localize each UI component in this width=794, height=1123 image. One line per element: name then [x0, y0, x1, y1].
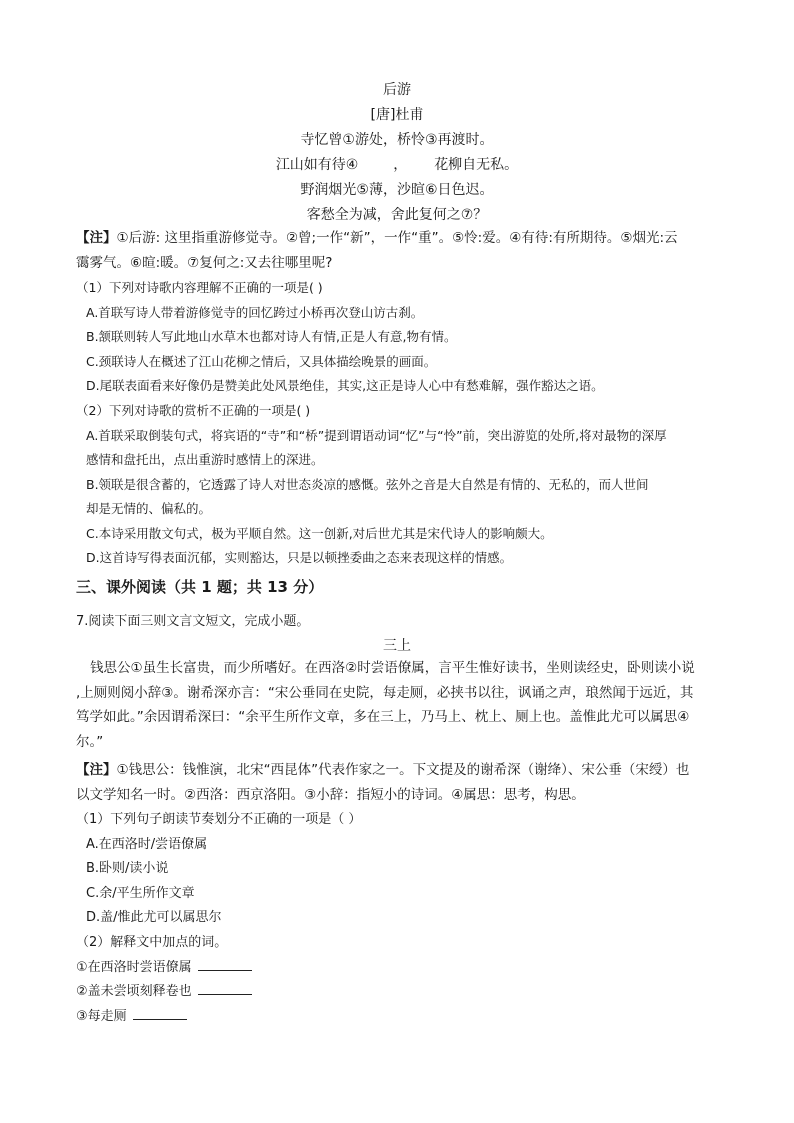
sub-2-item-3 — [76, 1005, 722, 1030]
section-3-heading: 三、课外阅读（共 1 题；共 13 分） — [76, 578, 324, 596]
poem-title: 后游 — [383, 82, 411, 98]
poem-note-label: 【注】 — [76, 230, 117, 246]
question-7-intro: 7.阅读下面三则文言文短文，完成小题。 — [76, 614, 310, 629]
passage-title: 三上 — [383, 638, 411, 654]
poem-line-3: 野润烟光⑤薄，沙暄⑥日色迟。 — [300, 182, 494, 198]
question-2-option-b-line-1[interactable]: B.领联是很含蓄的，它透露了诗人对世态炎凉的感慨。弦外之音是大自然是有情的、无私的，而人世间 — [86, 476, 649, 492]
question-2-option-d[interactable]: D.这首诗写得表面沉郁，实则豁达，只是以顿挫委曲之态来表现这样的情感。 — [86, 550, 513, 565]
poem-line-2a: 江山如有待④ — [275, 157, 359, 173]
passage-note — [76, 758, 722, 807]
poem-line-2c: 花柳自无私。 — [434, 157, 519, 173]
question-1-option-a[interactable]: A.首联写诗人带着游修觉寺的回忆跨过小桥再次登山访古刹。 — [86, 304, 424, 320]
sub-1-option-d[interactable]: D.盖/惟此尤可以属思尔 — [86, 910, 222, 925]
sub-2-item-1 — [76, 956, 722, 981]
poem-note — [76, 226, 722, 275]
question-7-sub-1 — [76, 808, 722, 931]
passage-note-row-1 — [76, 758, 722, 783]
poem-line-4: 客愁全为减，舍此复何之⑦？ — [306, 207, 488, 223]
poem-note-row-2: 霭雾气。⑥暄:暖。⑦复何之:又去往哪里呢? — [76, 254, 333, 271]
sub-2-item-2 — [76, 980, 722, 1005]
question-2 — [76, 399, 722, 571]
sub-2-stem: （2）解释文中加点的词。 — [76, 935, 228, 950]
sub-1-option-c[interactable]: C.余/平生所作文章 — [86, 885, 195, 901]
sub-2-item-2-text: ②盖未尝顷刻释卷也 — [76, 984, 192, 999]
question-1-option-b[interactable]: B.颔联则转人写此地山水草木也都对诗人有情,正是人有意,物有情。 — [86, 329, 457, 344]
passage-line-2: ,上厕则阅小辞③。谢希深亦言：“宋公垂同在史院，每走厕，必挟书以往，讽诵之声，琅然闻于远近，其 — [76, 684, 694, 701]
answer-blank-1[interactable] — [198, 957, 252, 971]
poem-line-2 — [0, 154, 794, 174]
question-1-stem: （1）下列对诗歌内容理解不正确的一项是( ) — [76, 280, 323, 295]
sub-1-stem: （1）下列句子朗读节奏划分不正确的一项是（ ） — [76, 812, 362, 827]
passage-note-text-1: ①钱思公：钱惟演，北宋“西昆体”代表作家之一。下文提及的谢希深（谢绛）、宋公垂（宋绶）也 — [116, 762, 690, 778]
poem-line-2b: ， — [393, 157, 408, 173]
passage-line-4: 尔。” — [76, 733, 104, 750]
passage-line-1: 钱思公①虽生长富贵，而少所嗜好。在西洛②时尝语僚属，言平生惟好读书，坐则读经史，卧则读小说 — [90, 660, 695, 676]
passage — [76, 656, 722, 754]
question-2-option-b-line-2[interactable]: 却是无情的、偏私的。 — [86, 501, 212, 516]
question-2-option-a-line-2[interactable]: 感情和盘托出，点出重游时感情上的深进。 — [86, 452, 324, 467]
answer-blank-3[interactable] — [133, 1006, 187, 1020]
question-7-sub-2 — [76, 931, 722, 1029]
poem-note-text-1: ①后游: 这里指重游修觉寺。②曾;一作“新”，一作“重”。⑤怜:爱。④有待:有所期待。⑤烟光:云 — [116, 230, 678, 246]
poem-note-row-1 — [76, 226, 722, 251]
question-1 — [76, 276, 722, 399]
sub-1-option-a[interactable]: A.在西洛时/尝语僚属 — [86, 836, 208, 852]
question-1-option-d[interactable]: D.尾联表面看来好像仍是赞美此处风景绝佳，其实,这正是诗人心中有愁难解，强作豁达之语。 — [86, 378, 604, 393]
passage-note-label: 【注】 — [76, 762, 117, 778]
passage-note-row-2: 以文学知名一时。②西洛：西京洛阳。③小辞：指短小的诗词。④属思：思考，构思。 — [76, 786, 585, 803]
sub-1-option-b[interactable]: B.卧则/读小说 — [86, 861, 169, 876]
question-1-option-c[interactable]: C.颈联诗人在概述了江山花柳之情后，又具体描绘晚景的画面。 — [86, 353, 437, 369]
question-2-stem: （2）下列对诗歌的赏析不正确的一项是( ) — [76, 403, 311, 418]
answer-blank-2[interactable] — [198, 981, 252, 995]
question-2-option-c[interactable]: C.本诗采用散文句式，极为平顺自然。这一创新,对后世尤其是宋代诗人的影响颇大。 — [86, 525, 553, 541]
sub-2-item-1-text: ①在西洛时尝语僚属 — [76, 959, 192, 975]
poem-author: [唐]杜甫 — [370, 107, 424, 123]
sub-2-item-3-text: ③每走厕 — [76, 1008, 127, 1024]
passage-line-3: 笃学如此。”余因谓希深曰：“余平生所作文章，多在三上，乃马上、枕上、厕上也。盖惟此尤可以属思④ — [76, 709, 690, 725]
question-2-option-a-line-1[interactable]: A.首联采取倒装句式，将宾语的“寺”和“桥”提到谓语动词“忆”与“怜”前，突出游览的处所,将对最物的深厚 — [86, 427, 667, 443]
poem-line-1: 寺忆曾①游处，桥怜③再渡时。 — [300, 132, 494, 148]
